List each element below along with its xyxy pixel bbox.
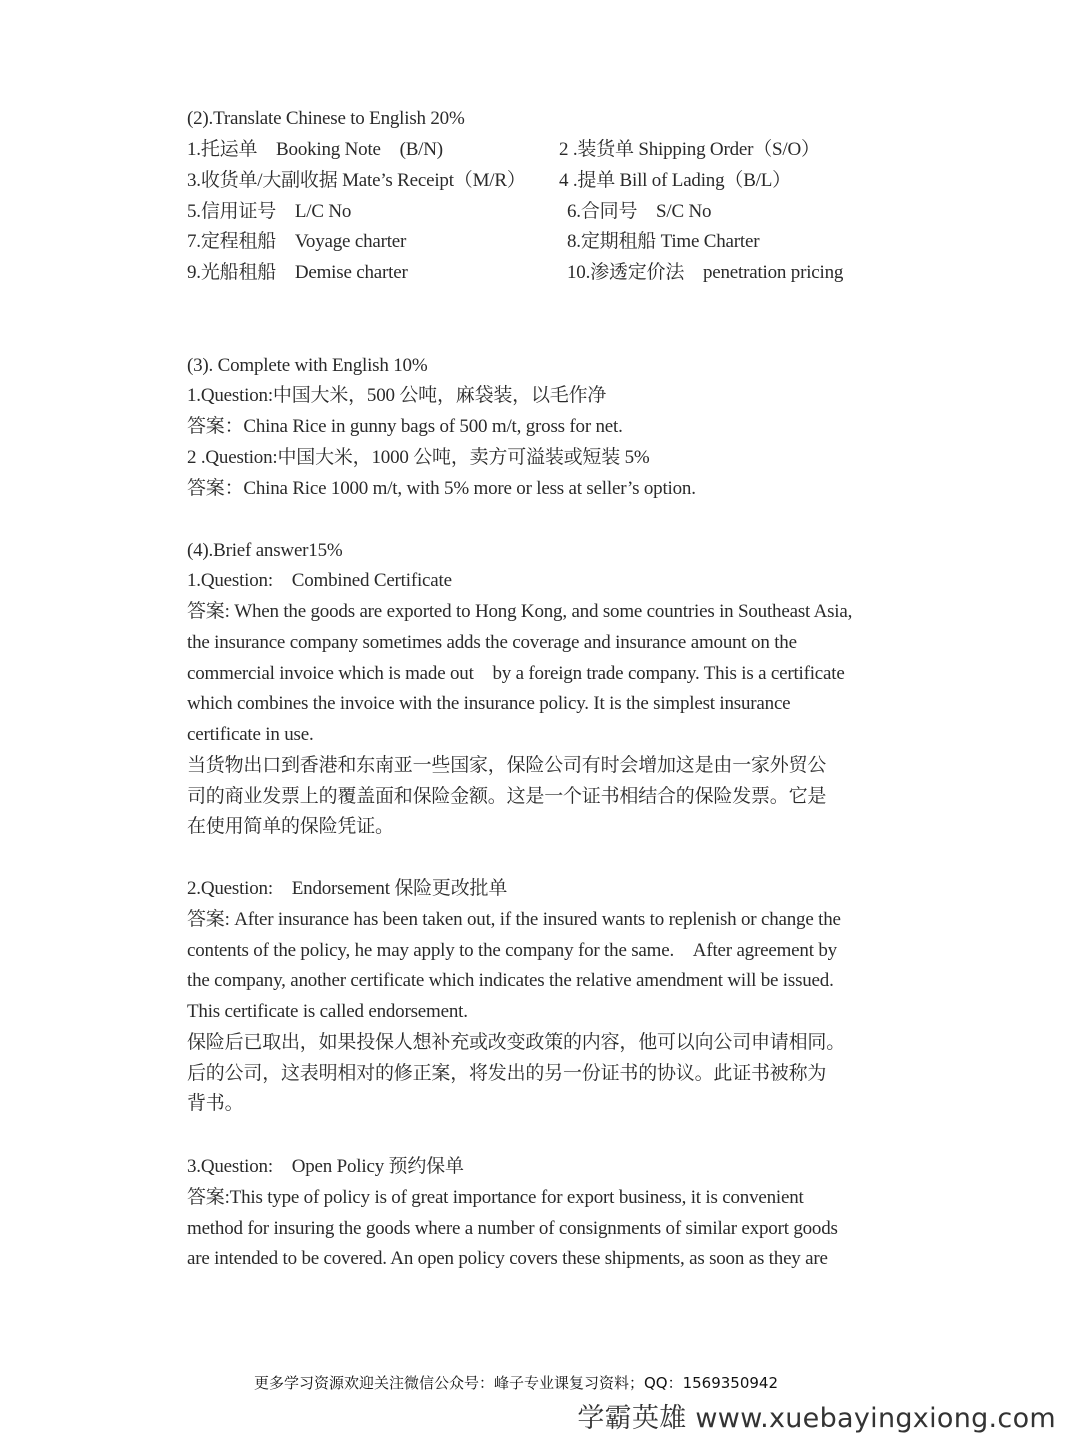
footer-website: 学霸英雄 www.xuebayingxiong.com: [577, 1403, 1056, 1434]
translate-item-9: 9.光船租船 Demise charter: [187, 262, 408, 283]
section4-answer-2-line: 背书。: [187, 1093, 244, 1114]
section4-answer-1-line: 答案: When the goods are exported to Hong Kong, and some countries in Southeast Asia,: [187, 601, 853, 622]
section4-answer-1-line: the insurance company sometimes adds the coverage and insurance amount on the: [187, 632, 797, 653]
section4-answer-1-line: commercial invoice which is made out by a foreign trade company. This is a certificate: [187, 663, 845, 684]
section4-answer-1-line: 在使用简单的保险凭证。: [187, 816, 394, 837]
section3-question-2: 2 .Question:中国大米，1000 公吨，卖方可溢装或短装 5%: [187, 447, 650, 468]
section4-heading: (4).Brief answer15%: [187, 540, 343, 561]
section4-question-1-title: 1.Question: Combined Certificate: [187, 570, 452, 591]
section3-answer-1: 答案：China Rice in gunny bags of 500 m/t, gross for net.: [187, 416, 623, 437]
section4-answer-2-line: This certificate is called endorsement.: [187, 1001, 468, 1022]
translate-item-3: 3.收货单/大副收据 Mate’s Receipt（M/R）: [187, 170, 526, 191]
section4-answer-2-line: contents of the policy, he may apply to the company for the same. After agreement by: [187, 940, 837, 961]
translate-item-2: 2 .装货单 Shipping Order（S/O）: [559, 139, 820, 160]
section3-heading: (3). Complete with English 10%: [187, 355, 428, 376]
section4-answer-1-line: 司的商业发票上的覆盖面和保险金额。这是一个证书相结合的保险发票。它是: [187, 786, 827, 807]
section3-answer-2: 答案：China Rice 1000 m/t, with 5% more or less at seller’s option.: [187, 478, 696, 499]
translate-item-10: 10.渗透定价法 penetration pricing: [567, 262, 844, 283]
translate-item-7: 7.定程租船 Voyage charter: [187, 231, 407, 252]
translate-item-6: 6.合同号 S/C No: [567, 201, 712, 222]
translate-item-4: 4 .提单 Bill of Lading（B/L）: [559, 170, 791, 191]
translate-item-1: 1.托运单 Booking Note (B/N): [187, 139, 443, 160]
footer-contact: 更多学习资源欢迎关注微信公众号：峰子专业课复习资料；QQ：1569350942: [253, 1374, 779, 1392]
translate-item-5: 5.信用证号 L/C No: [187, 201, 352, 222]
section2-heading: (2).Translate Chinese to English 20%: [187, 108, 465, 129]
section4-question-2-title: 2.Question: Endorsement 保险更改批单: [187, 878, 508, 899]
translate-item-8: 8.定期租船 Time Charter: [567, 231, 760, 252]
section3-question-1: 1.Question:中国大米，500 公吨，麻袋装，以毛作净: [187, 385, 607, 406]
section4-answer-1-line: 当货物出口到香港和东南亚一些国家，保险公司有时会增加这是由一家外贸公: [187, 755, 827, 776]
section4-answer-1-line: which combines the invoice with the insurance policy. It is the simplest insurance: [187, 693, 791, 714]
section4-answer-1-line: certificate in use.: [187, 724, 314, 745]
section4-answer-2-line: the company, another certificate which indicates the relative amendment will be issued.: [187, 970, 834, 991]
section4-answer-2-line: 答案: After insurance has been taken out, if the insured wants to replenish or change the: [187, 909, 841, 930]
section4-answer-2-line: 保险后已取出，如果投保人想补充或改变政策的内容，他可以向公司申请相同。: [187, 1032, 846, 1053]
section4-answer-3-line: 答案:This type of policy is of great importance for export business, it is convenient: [187, 1187, 804, 1208]
section4-answer-2-line: 后的公司，这表明相对的修正案，将发出的另一份证书的协议。此证书被称为: [187, 1063, 827, 1084]
section4-answer-3-line: are intended to be covered. An open policy covers these shipments, as soon as they are: [187, 1248, 828, 1269]
section4-question-3-title: 3.Question: Open Policy 预约保单: [187, 1156, 464, 1177]
section4-answer-3-line: method for insuring the goods where a number of consignments of similar export goods: [187, 1218, 838, 1239]
